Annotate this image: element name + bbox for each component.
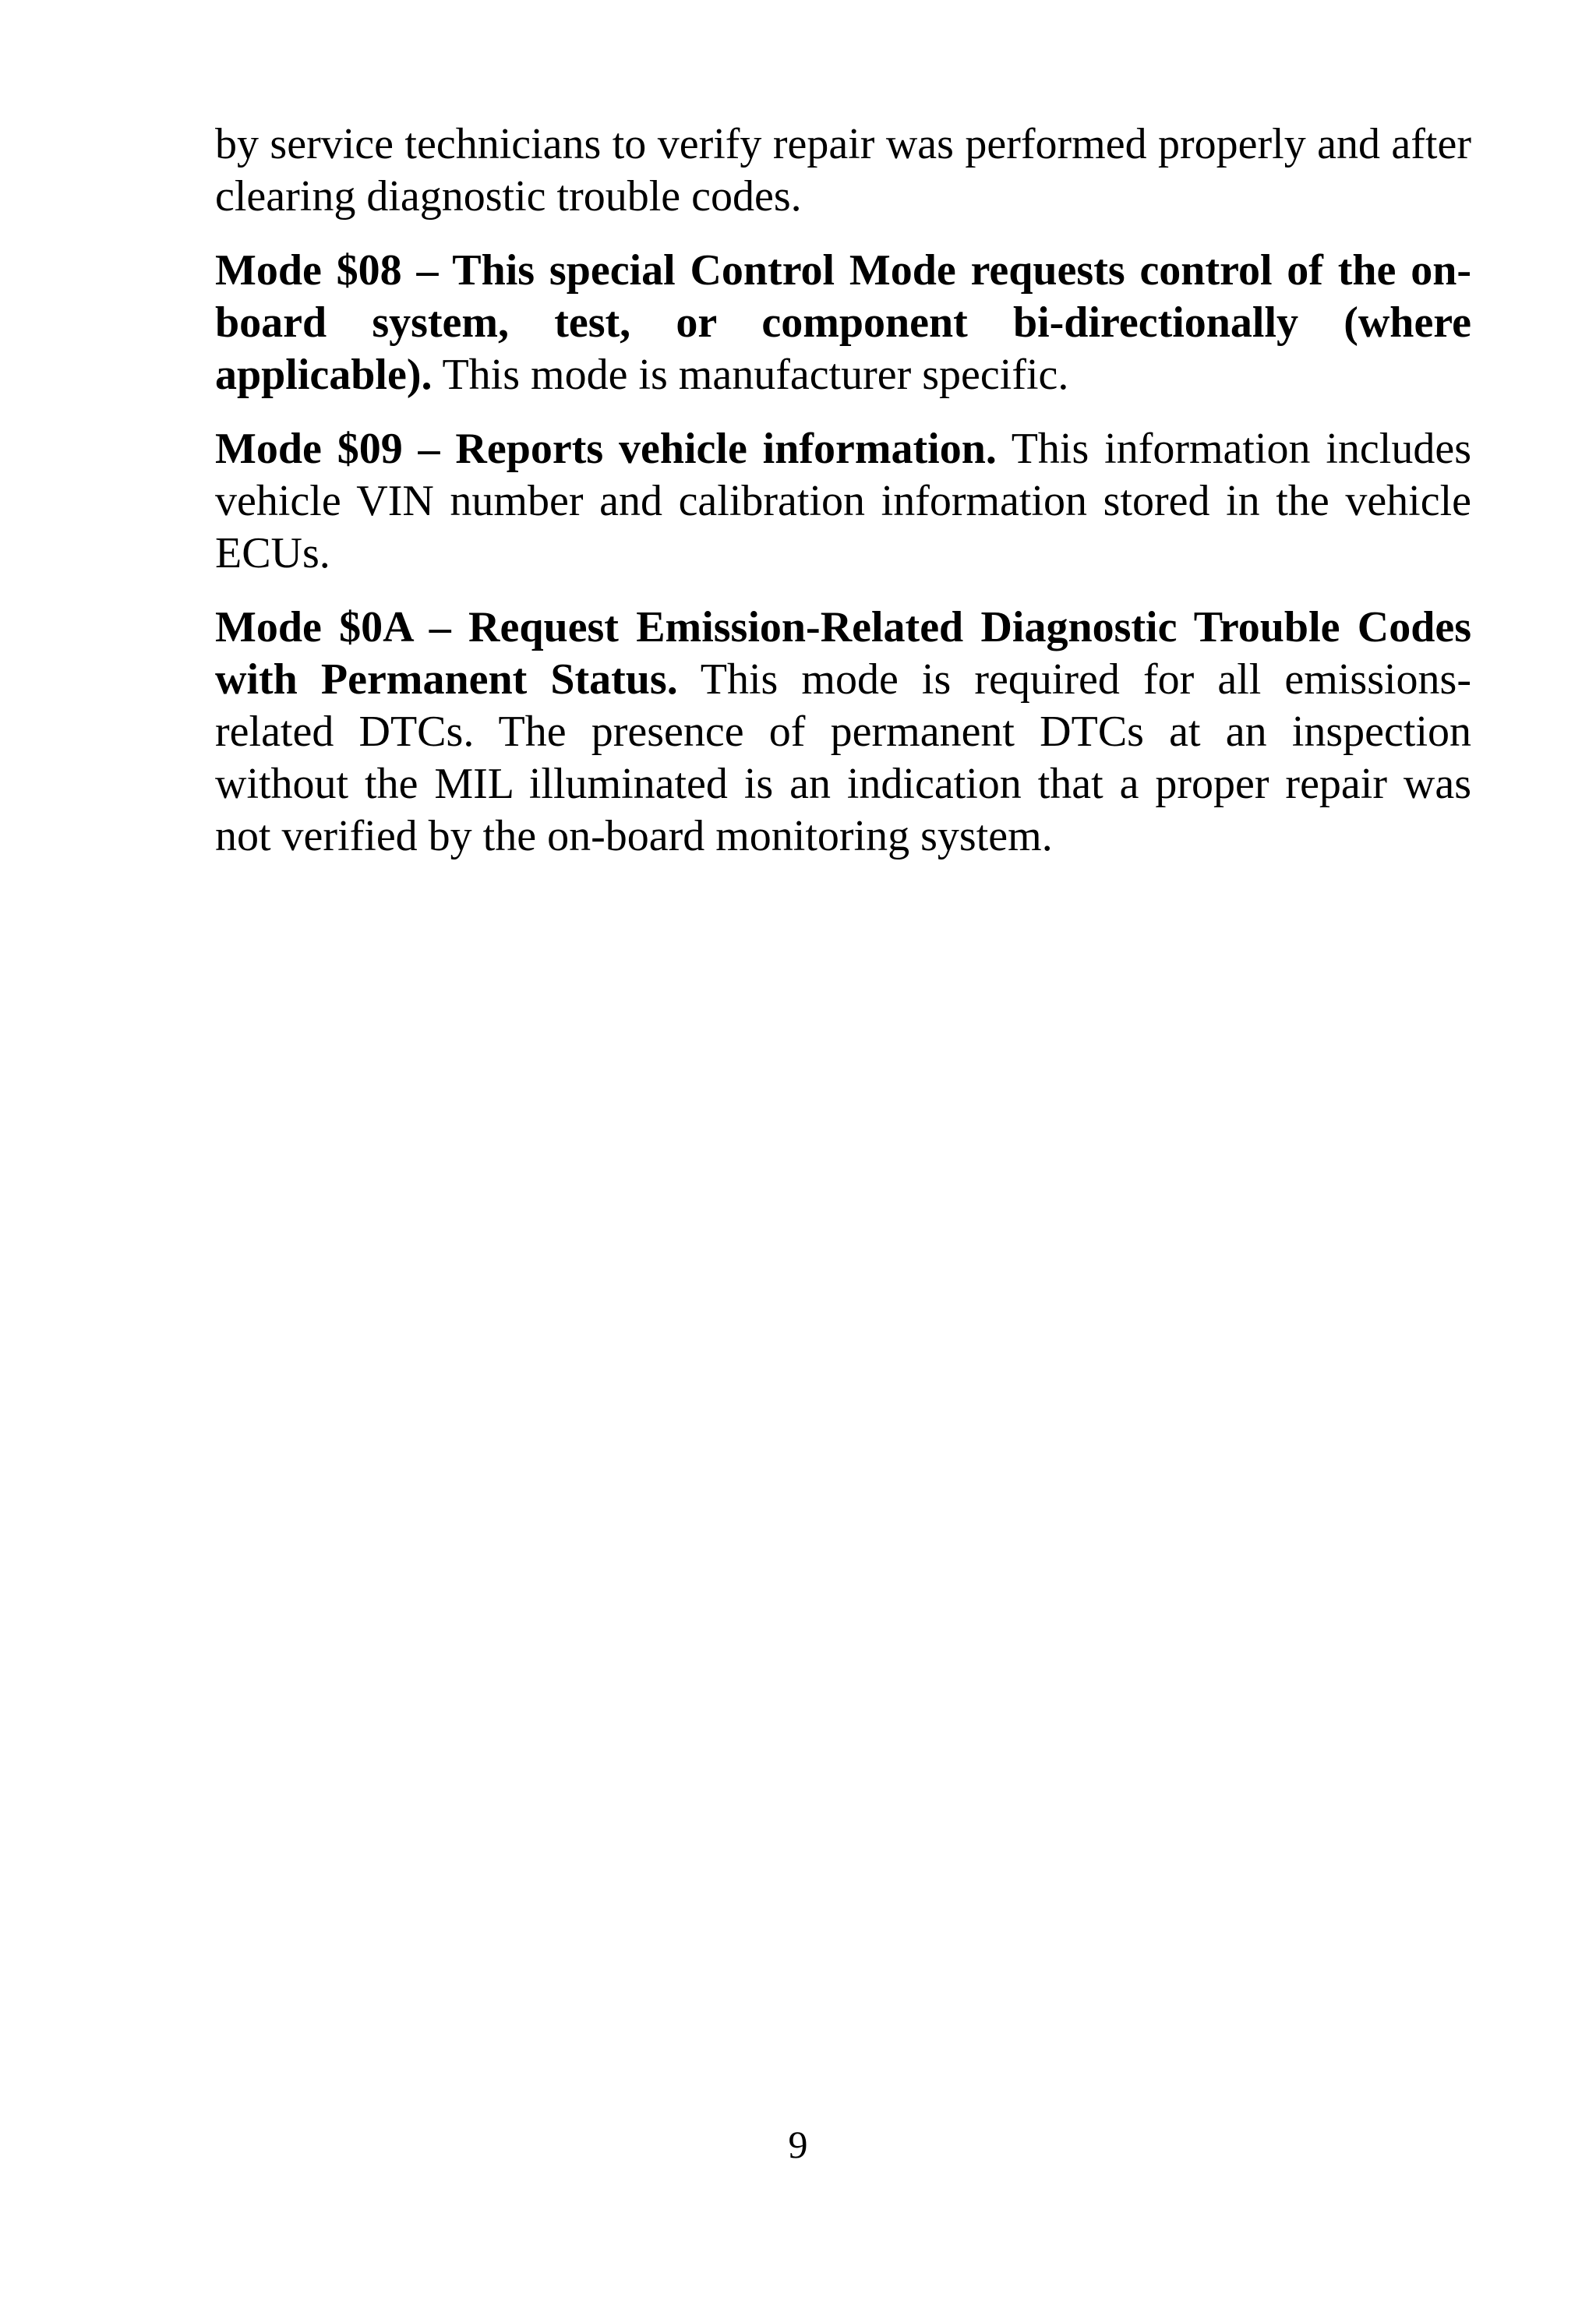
paragraph-continuation xyxy=(215,118,1471,223)
mode-08-text: This mode is manufacturer specific. xyxy=(432,351,1069,399)
page-number: 9 xyxy=(788,2123,808,2166)
paragraph-mode-0a xyxy=(215,602,1471,863)
paragraph-text: by service technicians to verify repair was performed properly and after clearing diagnostic trouble codes. xyxy=(215,120,1471,221)
mode-09-text: This information includes vehicle VIN number and calibration information stored in the vehicle ECUs. xyxy=(215,425,1471,577)
paragraph-mode-09 xyxy=(215,423,1471,580)
mode-0a-heading: Mode $0A – Request Emission-Related Diagnostic Trouble Codes with Permanent Status. xyxy=(215,603,1471,704)
page-body xyxy=(215,118,1471,884)
mode-09-heading: Mode $09 – Reports vehicle information. xyxy=(215,425,997,473)
mode-08-heading: Mode $08 – This special Control Mode requests control of the on-board system, test, or component bi-directionally (where applicable). xyxy=(215,246,1471,399)
paragraph-mode-08 xyxy=(215,245,1471,401)
mode-0a-text: This mode is required for all emissions-related DTCs. The presence of permanent DTCs at an inspection without the MIL illuminated is an indication that a proper repair was not verified by the on-board monitoring system. xyxy=(215,655,1471,860)
